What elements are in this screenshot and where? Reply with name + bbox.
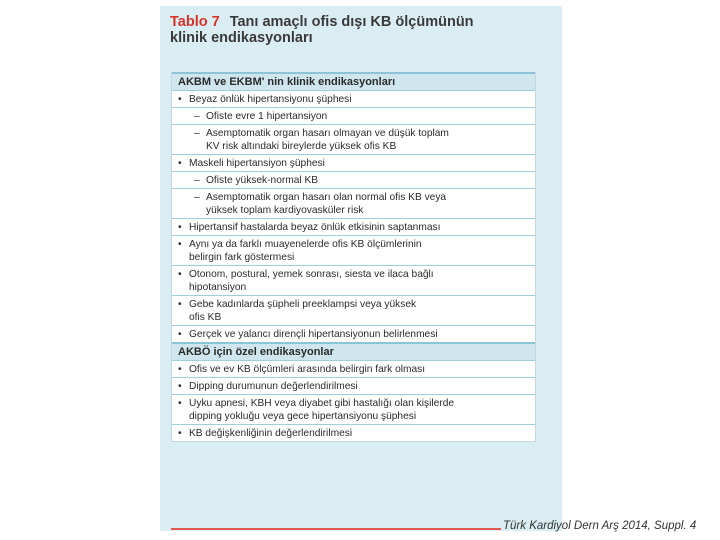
item-text: hipotansiyon xyxy=(189,282,247,293)
item-text: ofis KB xyxy=(189,312,222,323)
bullet-marker: • xyxy=(178,398,182,409)
item-text: Otonom, postural, yemek sonrası, siesta ve ilaca bağlı xyxy=(189,269,434,280)
item-text: Maskeli hipertansiyon şüphesi xyxy=(189,158,325,169)
list-item xyxy=(172,360,535,377)
item-text: Dipping durumunun değerlendirilmesi xyxy=(189,381,358,392)
indications-table xyxy=(171,72,536,442)
bullet-marker: • xyxy=(178,329,182,340)
bullet-marker: • xyxy=(178,381,182,392)
item-text: Ofis ve ev KB ölçümleri arasında belirgin fark olması xyxy=(189,364,426,375)
list-item xyxy=(172,235,535,265)
citation: Türk Kardiyol Dern Arş 2014, Suppl. 4 xyxy=(503,520,697,532)
dash-marker: – xyxy=(194,111,200,122)
item-text: Gebe kadınlarda şüpheli preeklampsi veya yüksek xyxy=(189,299,417,310)
list-item xyxy=(172,265,535,295)
sub-list-item xyxy=(172,171,535,188)
list-item xyxy=(172,295,535,325)
bullet-marker: • xyxy=(178,222,182,233)
table-panel xyxy=(160,6,562,531)
table-title xyxy=(170,14,555,46)
section-heading: AKBÖ için özel endikasyonlar xyxy=(172,342,535,360)
item-text: Uyku apnesi, KBH veya diyabet gibi hastalığı olan kişilerde xyxy=(189,398,455,409)
bullet-marker: • xyxy=(178,269,182,280)
item-text: Ofiste evre 1 hipertansiyon xyxy=(206,111,328,122)
item-text: Asemptomatik organ hasarı olmayan ve düşük toplam xyxy=(206,128,449,139)
dash-marker: – xyxy=(194,175,200,186)
item-text: yüksek toplam kardiyovasküler risk xyxy=(206,205,364,216)
item-text: belirgin fark göstermesi xyxy=(189,252,295,263)
sub-list-item xyxy=(172,124,535,154)
list-item xyxy=(172,424,535,441)
item-text: Hipertansif hastalarda beyaz önlük etkisinin saptanması xyxy=(189,222,441,233)
title-line-2: klinik endikasyonları xyxy=(170,30,313,46)
sub-list-item xyxy=(172,107,535,124)
list-item xyxy=(172,90,535,107)
bullet-marker: • xyxy=(178,428,182,439)
item-text: Asemptomatik organ hasarı olan normal ofis KB veya xyxy=(206,192,447,203)
title-line-1: Tanı amaçlı ofis dışı KB ölçümünün xyxy=(229,14,474,30)
item-text: KB değişkenliğinin değerlendirilmesi xyxy=(189,428,353,439)
section-heading: AKBM ve EKBM' nin klinik endikasyonları xyxy=(172,72,535,90)
list-item xyxy=(172,377,535,394)
list-item xyxy=(172,394,535,424)
list-item xyxy=(172,218,535,235)
bullet-marker: • xyxy=(178,364,182,375)
footer-rule xyxy=(171,528,501,530)
item-text: Ofiste yüksek-normal KB xyxy=(206,175,319,186)
sub-list-item xyxy=(172,188,535,218)
bullet-marker: • xyxy=(178,94,182,105)
bullet-marker: • xyxy=(178,239,182,250)
table-number: Tablo 7 xyxy=(170,14,220,30)
list-item xyxy=(172,325,535,342)
bullet-marker: • xyxy=(178,158,182,169)
item-text: KV risk altındaki bireylerde yüksek ofis KB xyxy=(206,141,397,152)
list-item xyxy=(172,154,535,171)
item-text: dipping yokluğu veya gece hipertansiyonu şüphesi xyxy=(189,411,417,422)
bullet-marker: • xyxy=(178,299,182,310)
item-text: Aynı ya da farklı muayenelerde ofis KB ölçümlerinin xyxy=(189,239,422,250)
item-text: Beyaz önlük hipertansiyonu şüphesi xyxy=(189,94,352,105)
dash-marker: – xyxy=(194,192,200,203)
dash-marker: – xyxy=(194,128,200,139)
item-text: Gerçek ve yalancı dirençli hipertansiyonun belirlenmesi xyxy=(189,329,438,340)
